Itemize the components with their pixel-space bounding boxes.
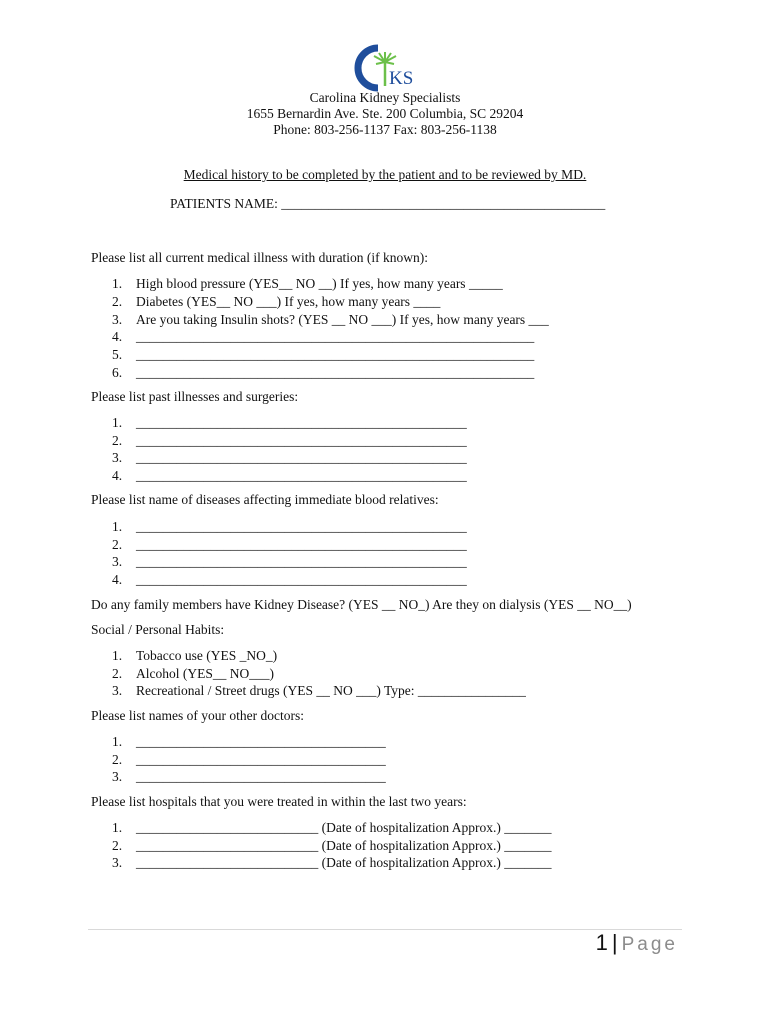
patient-name-field[interactable]: PATIENTS NAME: ________________________________________________ — [170, 196, 606, 211]
current-illness-item[interactable]: 6. ___________________________________________________________ — [112, 365, 535, 380]
habits-item[interactable]: 1. Tobacco use (YES _NO_) — [112, 648, 278, 663]
doctors-item[interactable]: 3. _____________________________________ — [112, 769, 386, 784]
past-illness-prompt: Please list past illnesses and surgeries: — [91, 389, 299, 404]
doctors-prompt: Please list names of your other doctors: — [91, 708, 304, 723]
past-illness-item[interactable]: 3. _________________________________________________ — [112, 450, 467, 465]
past-illness-item[interactable]: 4. _________________________________________________ — [112, 468, 467, 483]
habits-item[interactable]: 3. Recreational / Street drugs (YES __ NO ___) Type: ________________ — [112, 683, 526, 698]
relatives-item[interactable]: 2. _________________________________________________ — [112, 537, 467, 552]
habits-prompt: Social / Personal Habits: — [91, 622, 225, 637]
relatives-item[interactable]: 1. _________________________________________________ — [112, 519, 467, 534]
current-illness-item[interactable]: 1. High blood pressure (YES__ NO __) If yes, how many years _____ — [112, 276, 503, 291]
current-illness-item[interactable]: 4. ___________________________________________________________ — [112, 329, 535, 344]
current-illness-item[interactable]: 5. ___________________________________________________________ — [112, 347, 535, 362]
practice-phone: Phone: 803-256-1137 Fax: 803-256-1138 — [273, 122, 497, 137]
hospitals-prompt: Please list hospitals that you were treated in within the last two years: — [91, 794, 467, 809]
cks-logo — [352, 44, 418, 92]
practice-address: 1655 Bernardin Ave. Ste. 200 Columbia, SC 29204 — [246, 106, 524, 121]
hospitals-item[interactable]: 1. ___________________________ (Date of hospitalization Approx.) _______ — [112, 820, 552, 835]
relatives-prompt: Please list name of diseases affecting immediate blood relatives: — [91, 492, 439, 507]
habits-item[interactable]: 2. Alcohol (YES__ NO___) — [112, 666, 274, 681]
page-number — [596, 930, 678, 956]
page-number-value: 1 — [595, 930, 608, 955]
hospitals-item[interactable]: 2. ___________________________ (Date of hospitalization Approx.) _______ — [112, 838, 552, 853]
past-illness-item[interactable]: 2. _________________________________________________ — [112, 433, 467, 448]
svg-text:KS: KS — [389, 68, 414, 89]
doctors-item[interactable]: 2. _____________________________________ — [112, 752, 386, 767]
form-subtitle: Medical history to be completed by the patient and to be reviewed by MD. — [183, 167, 587, 182]
relatives-item[interactable]: 4. _________________________________________________ — [112, 572, 467, 587]
current-illness-item[interactable]: 3. Are you taking Insulin shots? (YES __ NO ___) If yes, how many years ___ — [112, 312, 549, 327]
relatives-item[interactable]: 3. _________________________________________________ — [112, 554, 467, 569]
family-kidney-question[interactable]: Do any family members have Kidney Disease? (YES __ NO_) Are they on dialysis (YES __ NO__) — [91, 597, 632, 612]
current-illness-item[interactable]: 2. Diabetes (YES__ NO ___) If yes, how many years ____ — [112, 294, 441, 309]
footer-divider — [88, 929, 682, 930]
practice-name: Carolina Kidney Specialists — [309, 90, 461, 105]
page-label: Page — [621, 934, 678, 955]
hospitals-item[interactable]: 3. ___________________________ (Date of hospitalization Approx.) _______ — [112, 855, 552, 870]
current-illness-prompt: Please list all current medical illness with duration (if known): — [91, 250, 429, 265]
page-separator: | — [611, 930, 618, 955]
past-illness-item[interactable]: 1. _________________________________________________ — [112, 415, 467, 430]
doctors-item[interactable]: 1. _____________________________________ — [112, 734, 386, 749]
